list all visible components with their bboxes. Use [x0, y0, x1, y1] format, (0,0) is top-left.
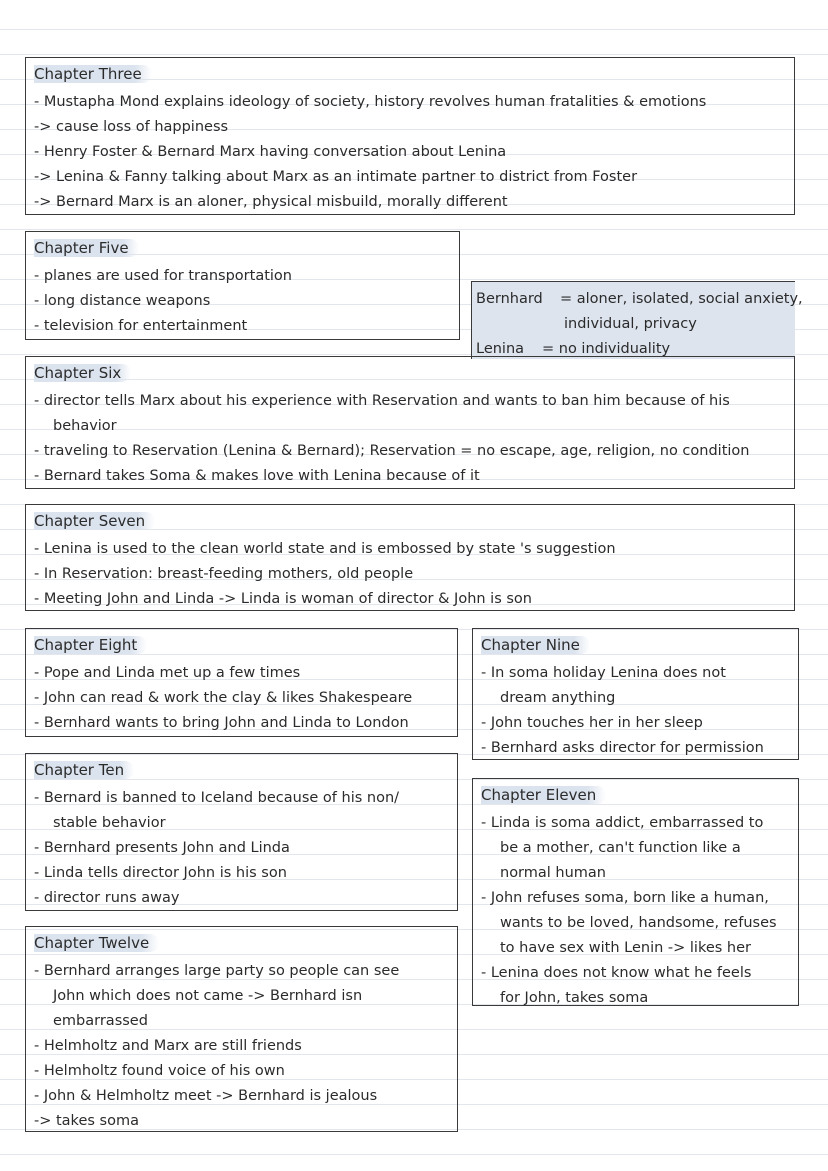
chapter-ten-line: - Linda tells director John is his son [34, 865, 287, 881]
chapter-eleven-box [472, 778, 799, 1006]
chapter-three-line: -> Lenina & Fanny talking about Marx as an intimate partner to district from Foster [34, 169, 638, 185]
chapter-twelve-line: embarrassed [53, 1013, 148, 1029]
chapter-eleven-heading: Chapter Eleven [481, 786, 606, 804]
note-lenina-term: Lenina [476, 341, 525, 357]
chapter-nine-box [472, 628, 799, 760]
chapter-ten-heading: Chapter Ten [34, 761, 134, 779]
chapter-twelve-line: - John & Helmholtz meet -> Bernhard is jealous [34, 1088, 378, 1104]
chapter-eight-box [25, 628, 458, 737]
chapter-five-heading: Chapter Five [34, 239, 139, 257]
chapter-ten-box [25, 753, 458, 911]
chapter-eleven-line: be a mother, can't function like a [500, 840, 741, 856]
note-lenina-def: = no individuality [542, 341, 671, 357]
chapter-three-line: - Mustapha Mond explains ideology of society, history revolves human fratalities & emotions [34, 94, 707, 110]
chapter-twelve-heading: Chapter Twelve [34, 934, 159, 952]
chapter-nine-line: dream anything [500, 690, 616, 706]
chapter-twelve-line: John which does not came -> Bernhard isn [53, 988, 363, 1004]
chapter-twelve-line: - Helmholtz and Marx are still friends [34, 1038, 302, 1054]
chapter-six-box [25, 356, 795, 489]
chapter-eight-line: - John can read & work the clay & likes Shakespeare [34, 690, 413, 706]
chapter-eleven-line: - Lenina does not know what he feels [481, 965, 752, 981]
chapter-six-line: - director tells Marx about his experience with Reservation and wants to ban him because of his [34, 393, 730, 409]
chapter-seven-box [25, 504, 795, 611]
chapter-eleven-line: to have sex with Lenin -> likes her [500, 940, 751, 956]
chapter-five-line: - planes are used for transportation [34, 268, 292, 284]
chapter-twelve-line: - Helmholtz found voice of his own [34, 1063, 285, 1079]
chapter-nine-heading: Chapter Nine [481, 636, 590, 654]
chapter-nine-line: - In soma holiday Lenina does not [481, 665, 726, 681]
chapter-three-line: - Henry Foster & Bernard Marx having conversation about Lenina [34, 144, 507, 160]
note-bernhard-def-cont: individual, privacy [564, 316, 697, 332]
chapter-ten-line: - director runs away [34, 890, 180, 906]
chapter-three-line: -> cause loss of happiness [34, 119, 229, 135]
chapter-three-line: -> Bernard Marx is an aloner, physical misbuild, morally different [34, 194, 508, 210]
chapter-five-line: - long distance weapons [34, 293, 211, 309]
chapter-ten-line: - Bernhard presents John and Linda [34, 840, 290, 856]
chapter-six-heading: Chapter Six [34, 364, 131, 382]
chapter-five-line: - television for entertainment [34, 318, 248, 334]
chapter-seven-heading: Chapter Seven [34, 512, 155, 530]
chapter-six-line: behavior [53, 418, 117, 434]
chapter-twelve-line: - Bernhard arranges large party so people can see [34, 963, 400, 979]
chapter-six-line: - Bernard takes Soma & makes love with Lenina because of it [34, 468, 480, 484]
chapter-twelve-line: -> takes soma [34, 1113, 139, 1129]
chapter-eight-line: - Pope and Linda met up a few times [34, 665, 301, 681]
chapter-eleven-line: for John, takes soma [500, 990, 649, 1006]
character-note [471, 281, 803, 359]
chapter-eight-line: - Bernhard wants to bring John and Linda to London [34, 715, 409, 731]
chapter-twelve-box [25, 926, 458, 1132]
chapter-seven-line: - Lenina is used to the clean world state and is embossed by state 's suggestion [34, 541, 616, 557]
chapter-six-line: - traveling to Reservation (Lenina & Bernard); Reservation = no escape, age, religion, no condition [34, 443, 750, 459]
chapter-eleven-line: normal human [500, 865, 606, 881]
chapter-ten-line: stable behavior [53, 815, 166, 831]
chapter-eleven-line: - John refuses soma, born like a human, [481, 890, 769, 906]
chapter-five-box [25, 231, 460, 340]
chapter-eleven-line: - Linda is soma addict, embarrassed to [481, 815, 764, 831]
note-bernhard-def: = aloner, isolated, social anxiety, [560, 291, 803, 307]
chapter-nine-line: - John touches her in her sleep [481, 715, 703, 731]
chapter-seven-line: - In Reservation: breast-feeding mothers, old people [34, 566, 414, 582]
note-bernhard-line [476, 287, 803, 312]
chapter-eleven-line: wants to be loved, handsome, refuses [500, 915, 777, 931]
chapter-eight-heading: Chapter Eight [34, 636, 147, 654]
chapter-three-heading: Chapter Three [34, 65, 152, 83]
chapter-seven-line: - Meeting John and Linda -> Linda is woman of director & John is son [34, 591, 532, 607]
chapter-three-box [25, 57, 795, 215]
chapter-ten-line: - Bernard is banned to Iceland because of his non/ [34, 790, 400, 806]
note-bernhard-term: Bernhard [476, 291, 543, 307]
chapter-nine-line: - Bernhard asks director for permission [481, 740, 764, 756]
